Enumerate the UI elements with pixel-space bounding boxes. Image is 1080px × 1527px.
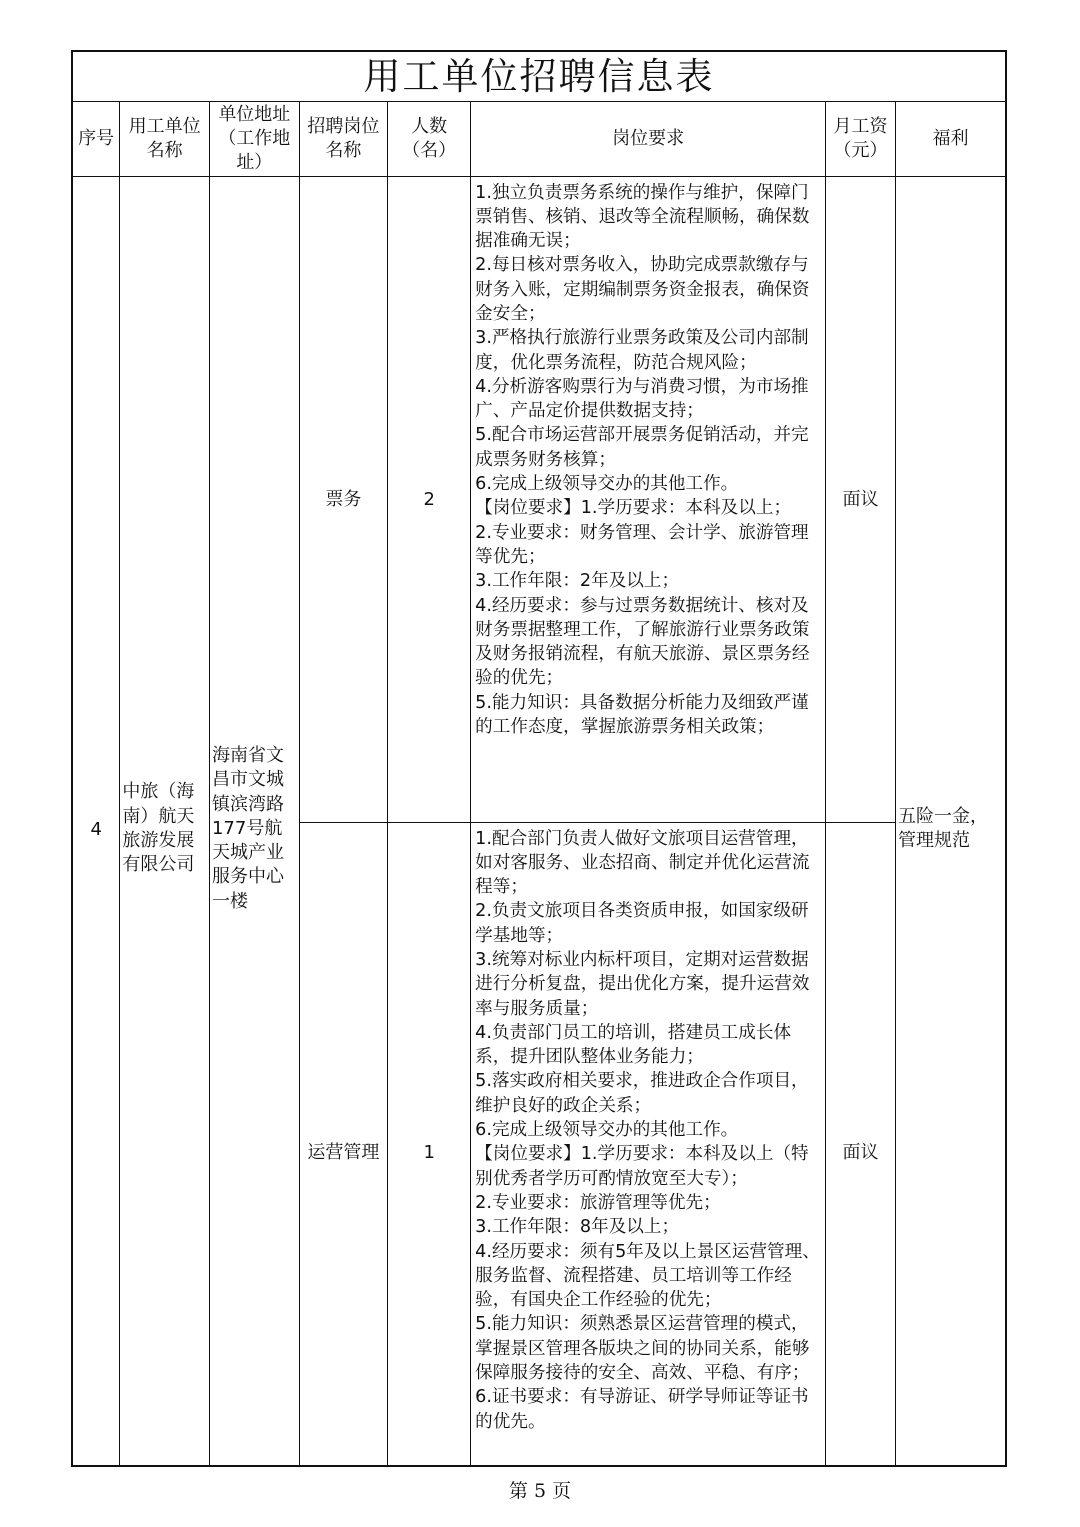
header-address: 单位地址（工作地址）	[209, 102, 299, 176]
header-row	[73, 102, 1005, 176]
recruitment-table	[73, 102, 1005, 1467]
position-requirements	[471, 176, 826, 822]
header-company: 用工单位名称	[120, 102, 210, 176]
position-name: 票务	[299, 176, 388, 822]
header-salary: 月工资（元）	[826, 102, 896, 176]
row-seq: 4	[73, 176, 120, 1467]
header-seq: 序号	[73, 102, 120, 176]
position-salary: 面议	[826, 822, 896, 1467]
sheet-title: 用工单位招聘信息表	[73, 52, 1005, 102]
position-salary: 面议	[826, 176, 896, 822]
position-requirements	[471, 822, 826, 1467]
row-address: 海南省文昌市文城镇滨湾路177号航天城产业服务中心一楼	[209, 176, 299, 1467]
requirements-text: 1.配合部门负责人做好文旅项目运营管理，如对客服务、业态招商、制定并优化运营流程等； 2.负责文旅项目各类资质申报，如国家级研学基地等； 3.统筹对标业内标杆项目，定期对运营数据进行分析复盘，提出优化方案，提升运营效率与服务质量； 4.负责部门员工的培训，搭建员工成长体系，提升团队整体业务能力； 5.落实政府相关要求，推进政企合作项目，维护良好的政企关系； 6.完成上级领导交办的其他工作。 【岗位要求】1.学历要求：本科及以上（特别优秀者学历可酌情放宽至大专）； 2.专业要求：旅游管理等优先； 3.工作年限：8年及以上； 4.经历要求：须有5年及以上景区运营管理、服务监督、流程搭建、员工培训等工作经验，有国央企工作经验的优先； 5.能力知识：须熟悉景区运营管理的模式，掌握景区管理各版块之间的协同关系，能够保障服务接待的安全、高效、平稳、有序； 6.证书要求：有导游证、研学导师证等证书的优先。	[475, 828, 820, 1432]
header-requirements: 岗位要求	[471, 102, 826, 176]
position-count: 2	[388, 176, 471, 822]
position-name: 运营管理	[299, 822, 388, 1467]
requirements-text: 1.独立负责票务系统的操作与维护，保障门票销售、核销、退改等全流程顺畅，确保数据准确无误； 2.每日核对票务收入，协助完成票款缴存与财务入账，定期编制票务资金报表，确保资金安全； 3.严格执行旅游行业票务政策及公司内部制度，优化票务流程，防范合规风险； 4.分析游客购票行为与消费习惯，为市场推广、产品定价提供数据支持； 5.配合市场运营部开展票务促销活动，并完成票务财务核算； 6.完成上级领导交办的其他工作。 【岗位要求】1.学历要求：本科及以上； 2.专业要求：财务管理、会计学、旅游管理等优先； 3.工作年限：2年及以上； 4.经历要求：参与过票务数据统计、核对及财务票据整理工作，了解旅游行业票务政策及财务报销流程，有航天旅游、景区票务经验的优先； 5.能力知识：具备数据分析能力及细致严谨的工作态度，掌握旅游票务相关政策；	[475, 182, 810, 738]
table-row	[73, 176, 1005, 822]
header-count: 人数（名）	[388, 102, 471, 176]
recruitment-sheet	[71, 50, 1007, 1467]
page-number: 第 5 页	[508, 1480, 572, 1502]
row-company: 中旅（海南）航天旅游发展有限公司	[120, 176, 210, 1467]
header-benefits: 福利	[895, 102, 1005, 176]
header-position: 招聘岗位名称	[299, 102, 388, 176]
position-count: 1	[388, 822, 471, 1467]
row-benefits: 五险一金，管理规范	[895, 176, 1005, 1467]
